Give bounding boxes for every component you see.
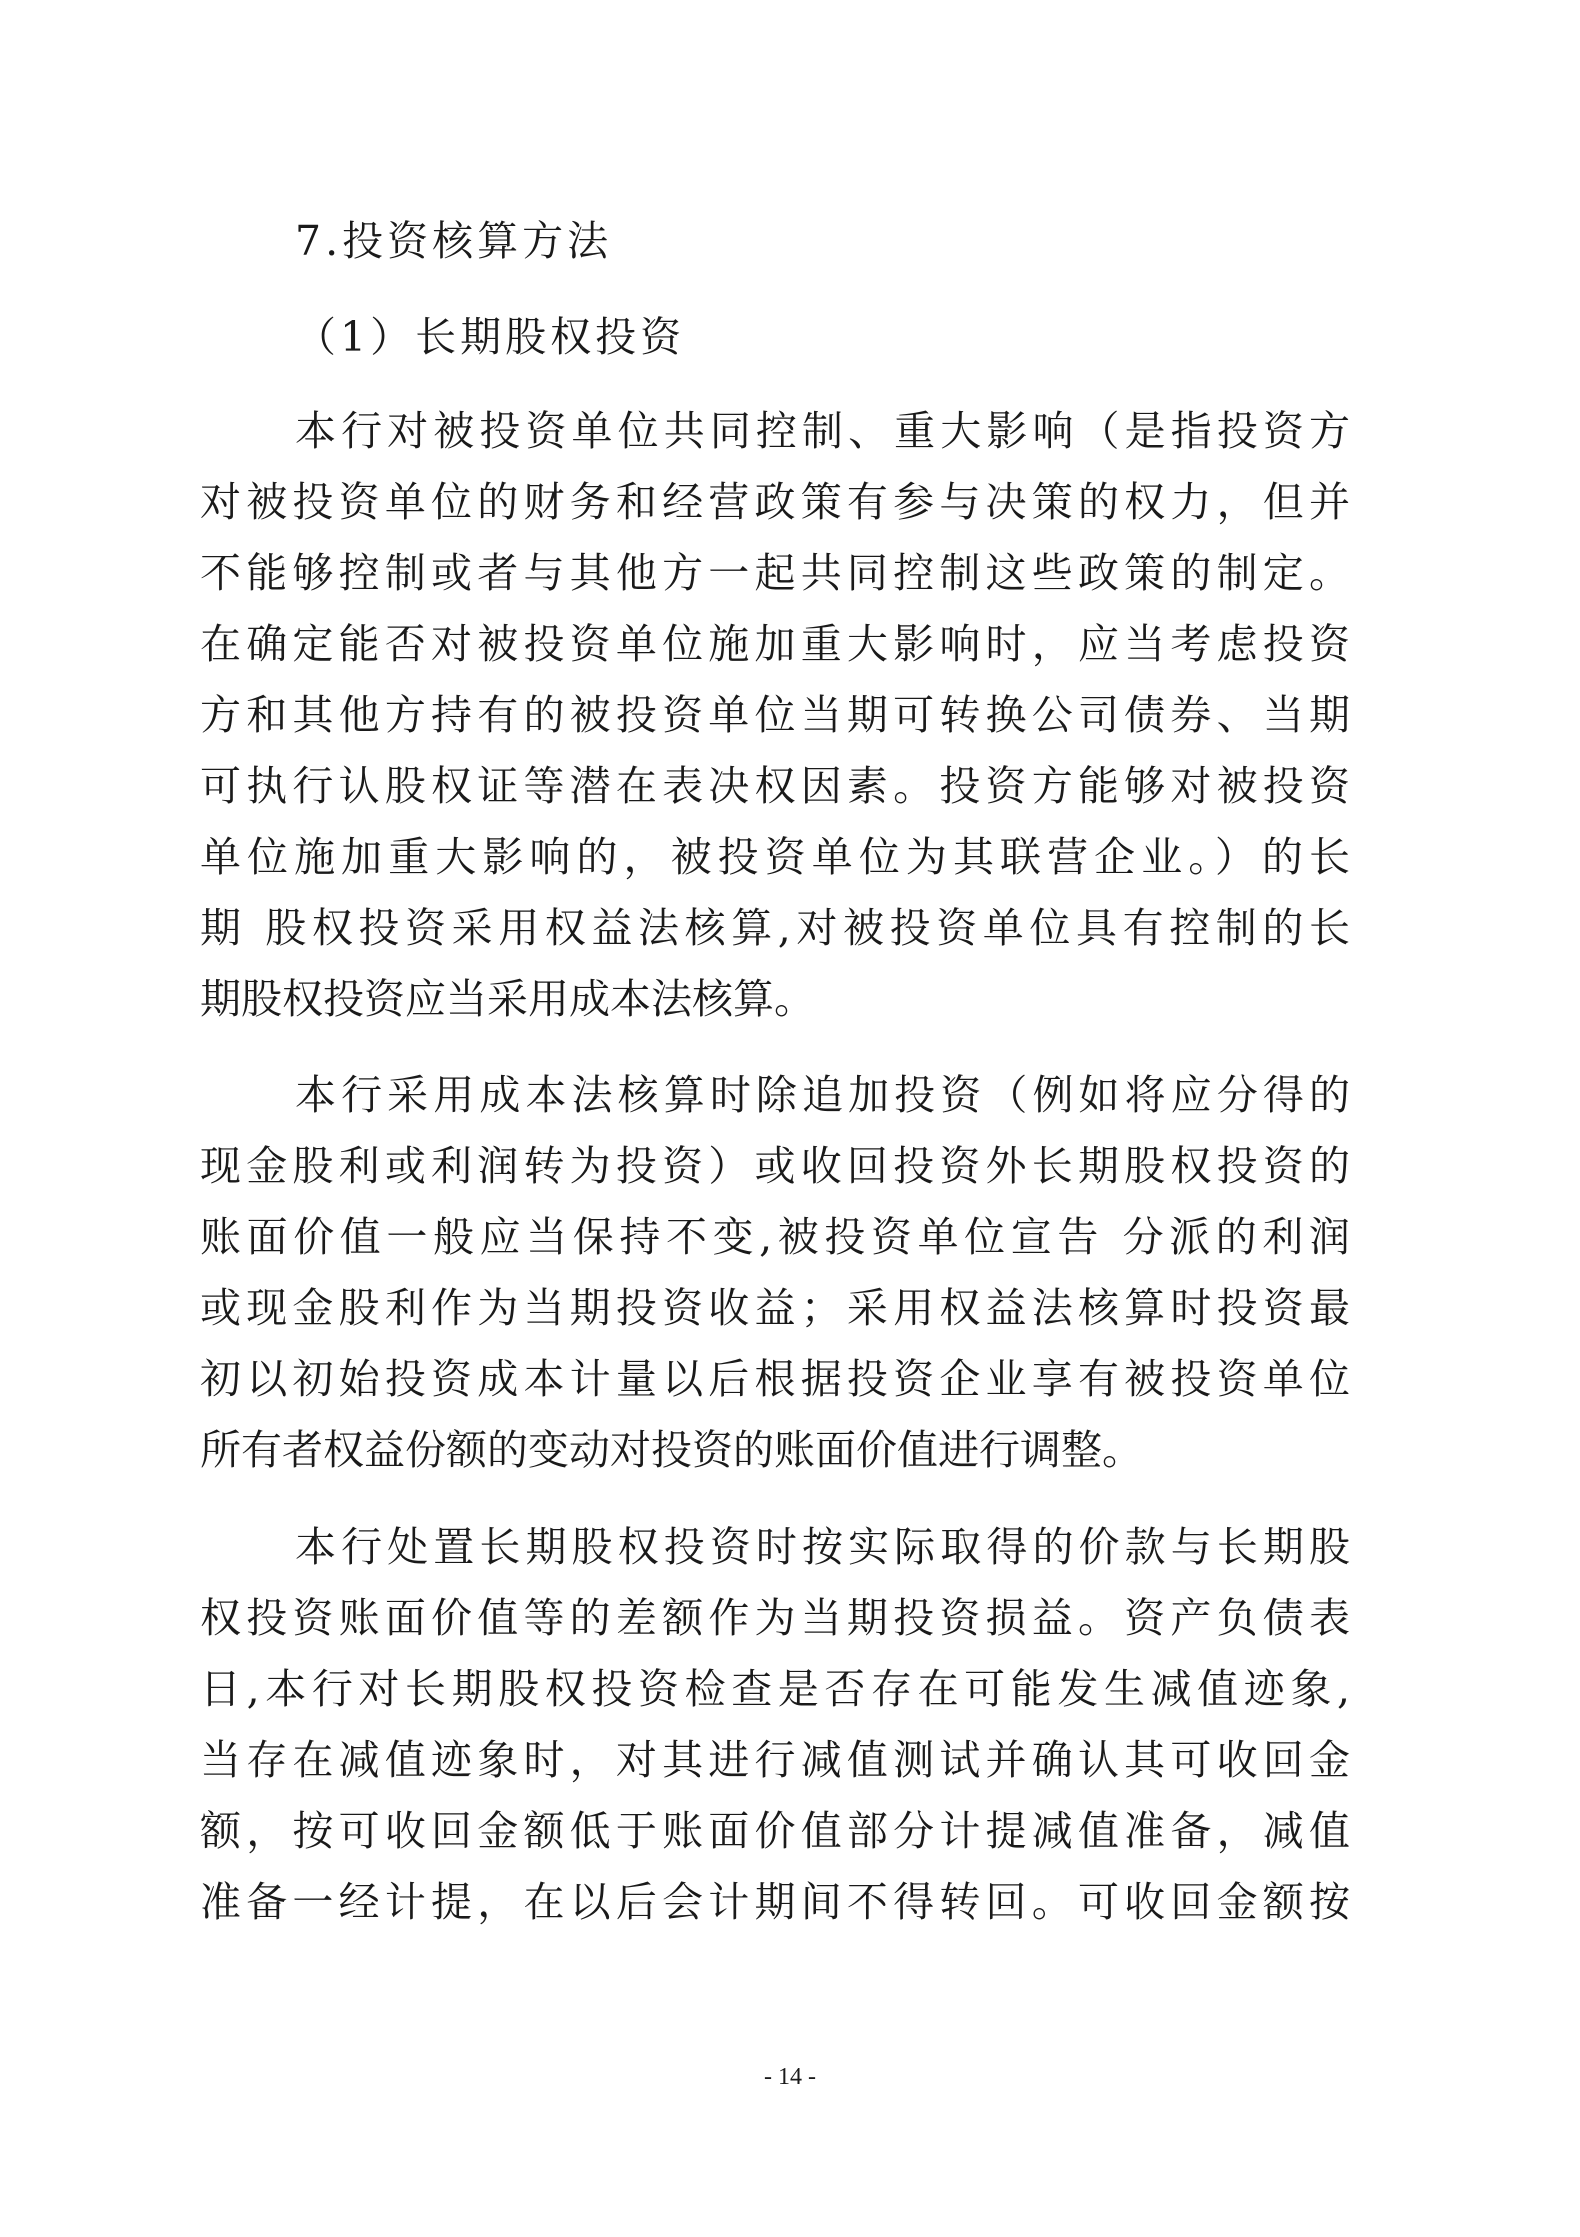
paragraph-line: 或现金股利作为当期投资收益；采用权益法核算时投资最	[200, 1284, 1350, 1332]
paragraph-line: 单位施加重大影响的，被投资单位为其联营企业。）的长	[200, 833, 1350, 881]
paragraph-line: 期股权投资应当采用成本法核算。	[200, 975, 815, 1023]
subsection-title: （1）长期股权投资	[295, 313, 686, 361]
paragraph-line: 额，按可收回金额低于账面价值部分计提减值准备，减值	[200, 1807, 1350, 1855]
page-number: - 14 -	[764, 2064, 816, 2090]
paragraph-line: 账面价值一般应当保持不变,被投资单位宣告 分派的利润	[200, 1213, 1350, 1261]
paragraph-line: 本行处置长期股权投资时按实际取得的价款与长期股	[295, 1523, 1350, 1571]
paragraph-line: 准备一经计提，在以后会计期间不得转回。可收回金额按	[200, 1878, 1350, 1926]
paragraph-line: 对被投资单位的财务和经营政策有参与决策的权力，但并	[200, 478, 1350, 526]
paragraph-line: 现金股利或利润转为投资）或收回投资外长期股权投资的	[200, 1142, 1350, 1190]
paragraph-line: 可执行认股权证等潜在表决权因素。投资方能够对被投资	[200, 762, 1350, 810]
paragraph-line: 本行采用成本法核算时除追加投资（例如将应分得的	[295, 1071, 1350, 1119]
paragraph-line: 不能够控制或者与其他方一起共同控制这些政策的制定。	[200, 549, 1350, 597]
paragraph-line: 在确定能否对被投资单位施加重大影响时，应当考虑投资	[200, 620, 1350, 668]
paragraph-line: 权投资账面价值等的差额作为当期投资损益。资产负债表	[200, 1594, 1350, 1642]
paragraph-line: 日,本行对长期股权投资检查是否存在可能发生减值迹象,	[200, 1665, 1350, 1713]
section-title: 7.投资核算方法	[295, 217, 613, 265]
paragraph-line: 方和其他方持有的被投资单位当期可转换公司债券、当期	[200, 691, 1350, 739]
paragraph-line: 本行对被投资单位共同控制、重大影响（是指投资方	[295, 407, 1350, 455]
paragraph-line: 当存在减值迹象时，对其进行减值测试并确认其可收回金	[200, 1736, 1350, 1784]
paragraph-line: 所有者权益份额的变动对投资的账面价值进行调整。	[200, 1426, 1143, 1474]
paragraph-line: 初以初始投资成本计量以后根据投资企业享有被投资单位	[200, 1355, 1350, 1403]
paragraph-line: 期 股权投资采用权益法核算,对被投资单位具有控制的长	[200, 904, 1350, 952]
